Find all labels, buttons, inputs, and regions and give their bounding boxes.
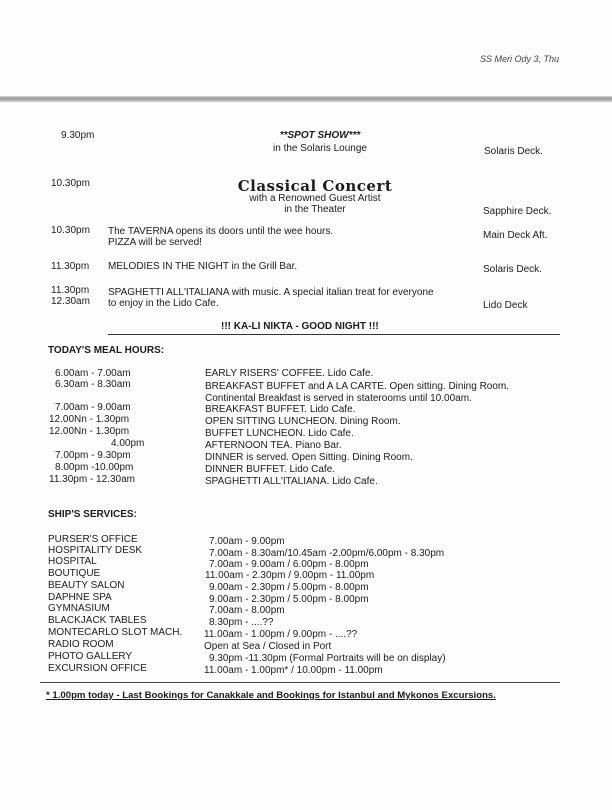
service-hours: 9.00am - 2.30pm / 5.00pm - 8.00pm [209, 594, 369, 605]
event-time: 10.30pm [51, 225, 90, 236]
event-detail: in the Solaris Lounge [273, 143, 367, 154]
service-hours: 7.00am - 8.30am/10.45am -2.00pm/6.00pm - 8.30pm [209, 548, 445, 559]
service-hours: 9.30pm -11.30pm (Formal Portraits will be on display) [209, 653, 446, 664]
service-name: PURSER'S OFFICE [48, 534, 138, 545]
meal-description: OPEN SITTING LUNCHEON. Dining Room. [205, 416, 401, 427]
service-hours: 11.00am - 1.00pm* / 10.00pm - 11.00pm [204, 665, 383, 676]
scan-divider-bar [0, 96, 612, 102]
service-hours: 11.00am - 2.30pm / 9.00pm - 11.00pm [205, 570, 375, 581]
service-name: PHOTO GALLERY [48, 651, 133, 662]
event-detail: PIZZA will be served! [108, 237, 202, 248]
meal-description: AFTERNOON TEA. Piano Bar. [205, 440, 342, 451]
service-name: DAPHNE SPA [48, 592, 112, 603]
service-hours: 7.00am - 9.00am / 6.00pm - 8.00pm [209, 559, 369, 570]
divider-line [108, 334, 560, 335]
event-detail: with a Renowned Guest Artist [249, 193, 381, 204]
event-detail: to enjoy in the Lido Cafe. [108, 298, 219, 309]
service-name: RADIO ROOM [48, 639, 114, 650]
meal-time: 8.00pm -10.00pm [55, 462, 134, 473]
meal-hours-heading: TODAY'S MEAL HOURS: [48, 345, 165, 356]
services-heading: SHIP'S SERVICES: [48, 509, 137, 520]
meal-description: DINNER is served. Open Sitting. Dining Room. [205, 452, 413, 463]
service-hours: 7.00am - 9.00pm [209, 536, 285, 547]
service-name: HOSPITALITY DESK [48, 545, 143, 556]
event-detail: MELODIES IN THE NIGHT in the Grill Bar. [108, 261, 298, 272]
event-time: 10.30pm [51, 178, 90, 189]
goodnight-banner: !!! KA-LI NIKTA - GOOD NIGHT !!! [221, 321, 379, 332]
meal-time: 6.30am - 8.30am [55, 379, 131, 390]
service-name: BEAUTY SALON [48, 580, 125, 591]
meal-description: DINNER BUFFET. Lido Cafe. [205, 464, 336, 475]
divider-line [40, 682, 560, 683]
meal-description: BREAKFAST BUFFET and A LA CARTE. Open sitting. Dining Room. [205, 381, 510, 392]
service-name: GYMNASIUM [48, 603, 110, 614]
meal-time: 6.00am - 7.00am [55, 368, 131, 379]
document-reference: SS Meri Ody 3, Thu [480, 54, 560, 64]
service-name: EXCURSION OFFICE [48, 663, 147, 674]
service-name: BLACKJACK TABLES [48, 615, 147, 626]
service-hours: 9.00am - 2.30pm / 5.00pm - 8.00pm [209, 582, 369, 593]
event-detail: The TAVERNA opens its doors until the wee hours. [108, 226, 334, 237]
meal-time: 11.30pm - 12.30am [49, 474, 135, 485]
meal-time: 7.00pm - 9.30pm [55, 450, 131, 461]
event-detail: in the Theater [284, 204, 346, 215]
event-detail: SPAGHETTI ALL'ITALIANA with music. A special italian treat for everyone [108, 287, 434, 298]
service-name: BOUTIQUE [48, 568, 101, 579]
meal-description: BREAKFAST BUFFET. Lido Cafe. [205, 404, 356, 415]
concert-title: Classical Concert [237, 177, 393, 195]
meal-time: 12.00Nn - 1.30pm [49, 426, 130, 437]
event-location: Sapphire Deck. [483, 206, 552, 217]
service-hours: 8.30pm - ....?? [209, 617, 274, 628]
event-time: 9.30pm [61, 130, 95, 141]
service-hours: 7.00am - 8.00pm [209, 605, 285, 616]
meal-description: EARLY RISERS' COFFEE. Lido Cafe. [205, 368, 374, 379]
meal-description: SPAGHETTI ALL'ITALIANA. Lido Cafe. [205, 476, 378, 487]
event-time: 11.30pm [51, 261, 90, 272]
meal-description: BUFFET LUNCHEON. Lido Cafe. [205, 428, 354, 439]
meal-time: 12.00Nn - 1.30pm [49, 414, 130, 425]
event-time: 11.30pm [51, 285, 90, 296]
service-name: HOSPITAL [48, 556, 97, 567]
meal-time: 7.00am - 9.00am [55, 402, 131, 413]
event-location: Lido Deck [483, 300, 528, 311]
service-hours: 11.00am - 1.00pm / 9.00pm - ....?? [204, 629, 358, 640]
meal-description: Continental Breakfast is served in staterooms until 10.00am. [205, 393, 472, 404]
service-name: MONTECARLO SLOT MACH. [48, 627, 183, 638]
event-time-end: 12.30am [51, 296, 90, 307]
event-location: Solaris Deck. [484, 146, 543, 157]
event-title: **SPOT SHOW*** [279, 130, 361, 141]
footnote: * 1.00pm today - Last Bookings for Canakkale and Bookings for Istanbul and Mykonos Excursions. [46, 690, 496, 701]
service-hours: Open at Sea / Closed in Port [204, 641, 332, 652]
event-location: Main Deck Aft. [483, 230, 548, 241]
event-location: Solaris Deck. [483, 264, 542, 275]
meal-time: 4.00pm [111, 438, 145, 449]
